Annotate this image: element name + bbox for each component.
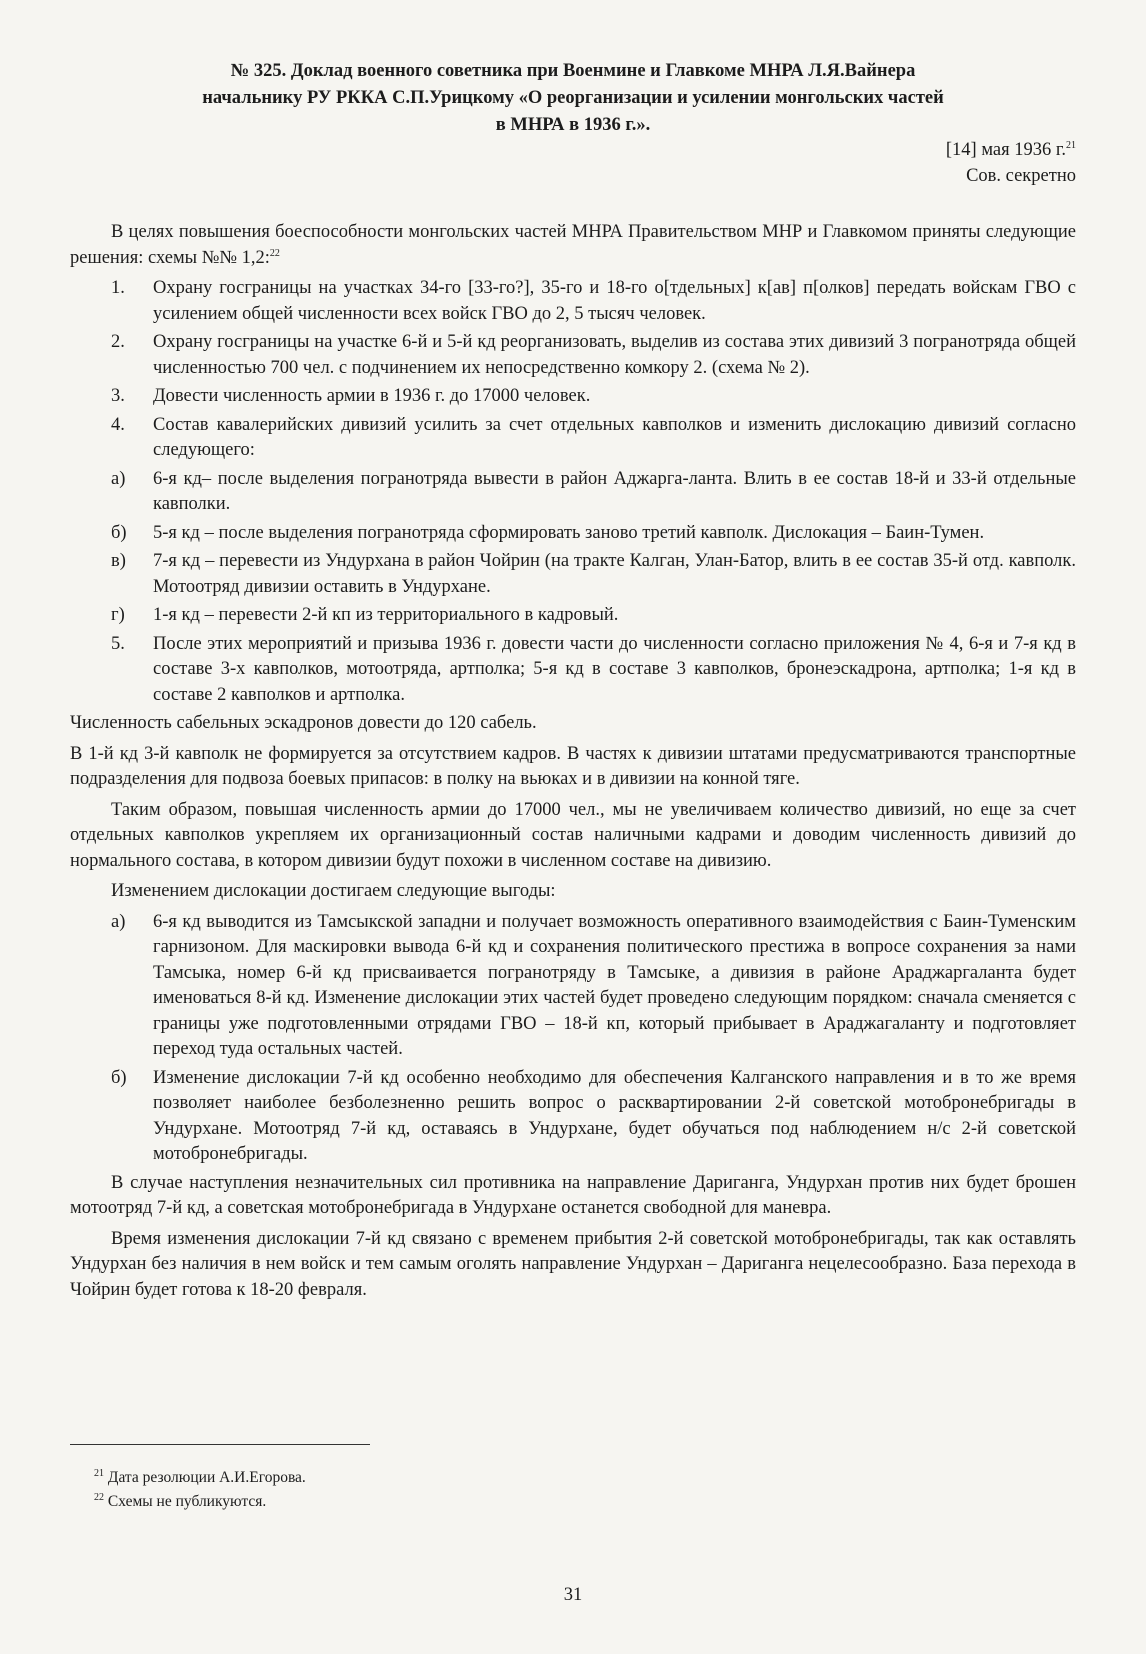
sabre-paragraph: Численность сабельных эскадронов довести до 120 сабель.: [70, 713, 537, 733]
summary-paragraph: Таким образом, повышая численность армии до 17000 чел., мы не увеличиваем количество дивизий, но еще за счет отдельных кавполков укрепляем их организационный состав наличными кадрами и доводим численность дивизий до нормального состава, в котором дивизии будут похожи в численном составе на дивизию.: [70, 799, 1076, 871]
intro-text: В целях повышения боеспособности монгольских частей МНРА Правительством МНР и Главкомом приняты следующие решения: схемы №№ 1,2:: [70, 222, 1076, 268]
sub-list-text: 6-я кд– после выделения погранотряда вывести в район Аджарга-ланта. Влить в ее состав 18-й и 33-й отдельные кавполки.: [153, 468, 1076, 514]
sub-list-letter: а): [111, 468, 126, 489]
list-item-text: Охрану госграницы на участке 6-й и 5-й кд реорганизовать, выделив из состава этих дивизий 3 погранотряда общей численностью 700 чел. с подчинением их непосредственно комкору 2. (схема № 2).: [153, 332, 1076, 378]
sub-list-letter: г): [111, 605, 125, 625]
classification-stamp: Сов. секретно: [966, 166, 1076, 186]
list-item-number: 1.: [111, 278, 125, 298]
sub-list-text: 5-я кд – после выделения погранотряда сформировать заново третий кавполк. Дислокация – Баин-Тумен.: [153, 522, 985, 543]
benefits-intro-paragraph: Изменением дислокации достигаем следующие выгоды:: [111, 881, 556, 901]
footnote-21: [94, 1468, 306, 1488]
sub-list-item: [70, 467, 1076, 518]
list-item-number: 3.: [111, 386, 125, 406]
benefit-item: [70, 1066, 1076, 1168]
timing-paragraph: Время изменения дислокации 7-й кд связано с временем прибытия 2-й советской мотобронебригады, так как оставлять Ундурхан без наличия в нем войск и тем самым оголять направление Ундурхан – Дариганга нецелесообразно. База перехода в Чойрин будет готова к 18-20 февраля.: [70, 1228, 1076, 1300]
first-division-paragraph: В 1-й кд 3-й кавполк не формируется за отсутствием кадров. В частях к дивизии штатами предусматриваются транспортные подразделения для подвоза боевых припасов: в полку на вьюках и в дивизии на конной тяге.: [70, 743, 1076, 789]
intro-paragraph: [70, 220, 1076, 271]
list-item-number: 2.: [111, 332, 125, 352]
footnote-22: [94, 1492, 266, 1512]
benefit-text: 6-я кд выводится из Тамсыкской западни и получает возможность оперативного взаимодействия с Баин-Туменским гарнизоном. Для маскировки вывода 6-й кд и сохранения политического престижа в вопросе сохранения за нами Тамсыка, номер 6-й кд присваивается погранотряду в Тамсыке, а дивизия в районе Араджаргаланта будет именоваться 8-й кд. Изменение дислокации этих частей будет проведено следующим порядком: сначала сменяется с границы уже подготовленными отрядами ГВО – 18-й кп, который прибывает в Араджагаланту и подготовляет переход туда остальных частей.: [153, 911, 1076, 1059]
list-item-text: Охрану госграницы на участках 34-го [33-го?], 35-го и 18-го о[тдельных] к[ав] п[олков] передать войскам ГВО с усилением общей численности всех войск ГВО до 2, 5 тысяч человек.: [153, 278, 1076, 324]
list-item: [70, 330, 1076, 381]
footnote-text: Схемы не публикуются.: [107, 1493, 267, 1510]
list-item-number: 5.: [111, 633, 125, 654]
benefit-item: [70, 910, 1076, 1063]
list-item-text: Состав кавалерийских дивизий усилить за счет отдельных кавполков и изменить дислокацию дивизий согласно следующего:: [153, 414, 1076, 460]
list-item-text: После этих мероприятий и призыва 1936 г. довести части до численности согласно приложения № 4, 6-я и 7-я кд в составе 3-х кавполков, мотоотряда, артполка; 5-я кд в составе 3 кавполков, бронеэскадрона, артполка; 1-я кд в составе 2 кавполков и артполка.: [153, 633, 1076, 705]
page-number: 31: [563, 1585, 583, 1605]
list-item-number: 4.: [111, 414, 125, 435]
date-text: [14] мая 1936 г.: [945, 140, 1066, 160]
list-item: [70, 276, 1076, 327]
benefit-text: Изменение дислокации 7-й кд особенно необходимо для обеспечения Калганского направления и в то же время позволяет наиболее безболезненно решить вопрос о расквартировании 2-й советской мотобронебригады в Ундурхане. Мотоотряд 7-й кд, оставаясь в Ундурхане, будет обучаться под наблюдением н/с 2-й советской мотобронебригады.: [153, 1067, 1076, 1164]
sub-list-text: 1-я кд – перевести 2-й кп из территориального в кадровый.: [153, 605, 619, 625]
date-footnote-mark: 21: [1066, 139, 1076, 151]
title-line-1: № 325. Доклад военного советника при Военмине и Главкоме МНРА Л.Я.Вайнера: [230, 61, 916, 81]
title-line-3: в МНРА в 1936 г.».: [495, 115, 651, 135]
document-title: [70, 58, 1076, 139]
footnote-text: Дата резолюции А.И.Егорова.: [107, 1469, 306, 1486]
sub-list-letter: б): [111, 522, 127, 543]
benefit-letter: б): [111, 1067, 127, 1088]
footnote-divider: [70, 1444, 370, 1445]
list-item: [70, 413, 1076, 464]
sub-list-text: 7-я кд – перевести из Ундурхана в район Чойрин (на тракте Калган, Улан-Батор, влить в ее состав 35-й отд. кавполк. Мотоотряд дивизии оставить в Ундурхане.: [153, 551, 1076, 597]
attack-paragraph: В случае наступления незначительных сил противника на направление Дариганга, Ундурхан против них будет брошен мотоотряд 7-й кд, а советская мотобронебригада в Ундурхане останется свободной для маневра.: [70, 1172, 1076, 1218]
sub-list-item: [70, 603, 1076, 629]
footnote-mark: 21: [94, 1467, 104, 1479]
benefit-letter: а): [111, 911, 126, 932]
document-date: [946, 137, 1076, 163]
document-body: [70, 220, 1076, 1308]
title-line-2: начальнику РУ РККА С.П.Урицкому «О реорганизации и усилении монгольских частей: [202, 88, 944, 108]
list-item: [70, 384, 1076, 410]
sub-list-item: [70, 549, 1076, 600]
footnote-mark: 22: [94, 1491, 104, 1503]
list-item: [70, 632, 1076, 709]
list-item-text: Довести численность армии в 1936 г. до 17000 человек.: [153, 386, 591, 406]
sub-list-item: [70, 521, 1076, 547]
intro-footnote-mark: 22: [269, 247, 280, 259]
sub-list-letter: в): [111, 551, 126, 571]
